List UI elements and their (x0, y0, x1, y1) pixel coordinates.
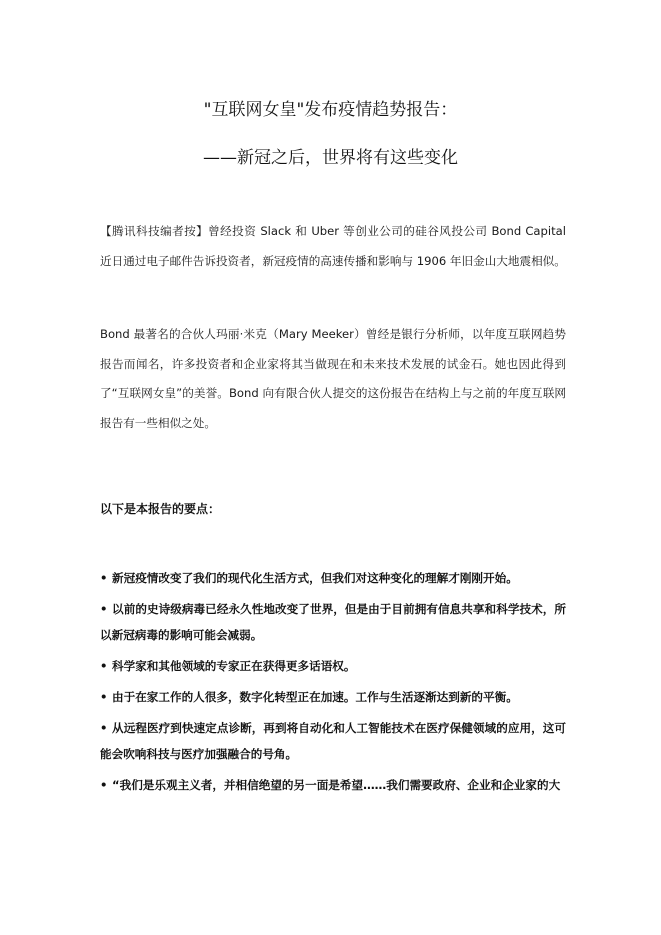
key-point-item (100, 715, 566, 767)
key-point-text: 从远程医疗到快速定点诊断，再到将自动化和人工智能技术在医疗保健领域的应用，这可能会吹响科技与医疗加强融合的号角。 (100, 721, 566, 761)
key-point-text: 科学家和其他领域的专家正在获得更多话语权。 (112, 659, 356, 673)
key-point-text: 新冠疫情改变了我们的现代化生活方式，但我们对这种变化的理解才刚刚开始。 (112, 571, 518, 585)
key-point-item (100, 684, 566, 710)
bullet-icon: • (100, 778, 108, 792)
document-subtitle: ——新冠之后，世界将有这些变化 (203, 148, 458, 168)
key-points-heading: 以下是本报告的要点： (100, 502, 221, 516)
bond-bio-paragraph: Bond 最著名的合伙人玛丽·米克（Mary Meeker）曾经是银行分析师，以年度互联网趋势报告而闻名，许多投资者和企业家将其当做现在和未来技术发展的试金石。她也因此得到了“互联网女皇”的美誉。Bond 向有限合伙人提交的这份报告在结构上与之前的年度互联网报告有一些相似之处。 (100, 327, 566, 430)
key-point-text: “我们是乐观主义者，并相信绝望的另一面是希望……我们需要政府、企业和企业家的大 (112, 778, 561, 792)
key-point-text: 由于在家工作的人很多，数字化转型正在加速。工作与生活逐渐达到新的平衡。 (112, 690, 518, 704)
bullet-icon: • (100, 602, 108, 616)
key-points-list (100, 565, 566, 803)
key-point-item (100, 653, 566, 679)
key-point-item (100, 772, 566, 798)
bullet-icon: • (100, 721, 108, 735)
bullet-icon: • (100, 571, 108, 585)
key-point-text: 以前的史诗级病毒已经永久性地改变了世界，但是由于目前拥有信息共享和科学技术，所以新冠病毒的影响可能会减弱。 (100, 602, 566, 642)
editor-note-paragraph: 【腾讯科技编者按】曾经投资 Slack 和 Uber 等创业公司的硅谷风投公司 Bond Capital 近日通过电子邮件告诉投资者，新冠疫情的高速传播和影响与 1906 年旧金山大地震相似。 (100, 224, 566, 268)
bullet-icon: • (100, 690, 108, 704)
key-point-item (100, 596, 566, 648)
document-title: "互联网女皇"发布疫情趋势报告： (203, 100, 458, 120)
bullet-icon: • (100, 659, 108, 673)
key-point-item (100, 565, 566, 591)
